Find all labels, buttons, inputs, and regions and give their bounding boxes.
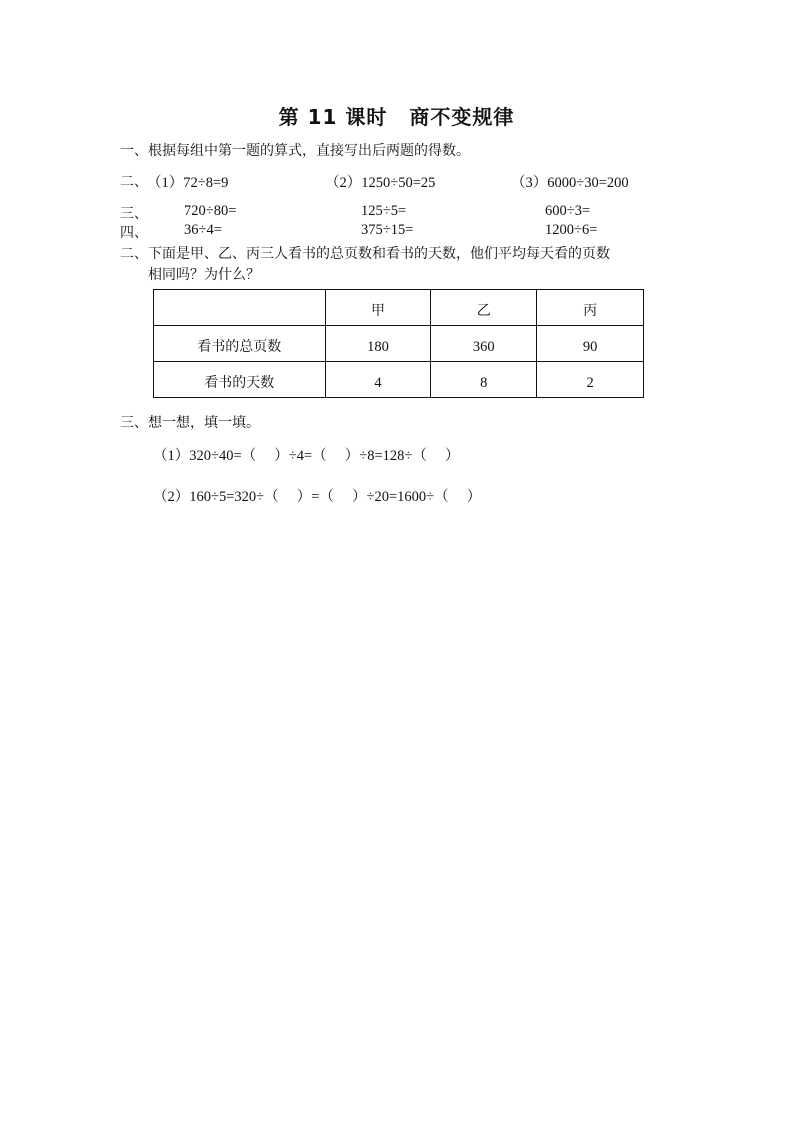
fill-in-question: （2）160÷5=320÷（ ）=（ ）÷20=1600÷（ ）	[153, 489, 482, 505]
fill-in-question: （1）320÷40=（ ）÷4=（ ）÷8=128÷（ ）	[153, 448, 460, 464]
lesson-topic: 商不变规律	[409, 105, 515, 129]
table-header-cell: 乙	[431, 290, 537, 326]
table-cell: 4	[325, 362, 431, 398]
section1-row-label: 三、	[120, 206, 148, 222]
exercise-expression: 720÷80=	[184, 203, 237, 219]
table-row	[154, 326, 644, 362]
section2-heading-continued: 相同吗？为什么？	[148, 267, 260, 283]
lesson-number: 第 11 课时	[278, 105, 388, 129]
table-cell: 8	[431, 362, 537, 398]
table-cell: 360	[431, 326, 537, 362]
table-cell: 90	[537, 326, 644, 362]
table-header-cell: 甲	[325, 290, 431, 326]
section1-heading: 一、根据每组中第一题的算式，直接写出后两题的得数。	[120, 143, 470, 159]
section3-heading: 三、想一想，填一填。	[120, 415, 260, 431]
table-row-label: 看书的天数	[154, 362, 326, 398]
section1-row-label: 四、	[120, 225, 148, 241]
section1-row-label: 二、	[120, 174, 148, 190]
given-equation: （2）1250÷50=25	[325, 175, 436, 191]
given-equation: （3）6000÷30=200	[511, 175, 629, 191]
table-row	[154, 362, 644, 398]
exercise-expression: 125÷5=	[361, 203, 407, 219]
table-cell: 180	[325, 326, 431, 362]
given-equation: （1）72÷8=9	[147, 175, 229, 191]
table-cell: 2	[537, 362, 644, 398]
exercise-expression: 36÷4=	[184, 222, 222, 238]
exercise-expression: 600÷3=	[545, 203, 591, 219]
exercise-expression: 375÷15=	[361, 222, 414, 238]
table-row-label: 看书的总页数	[154, 326, 326, 362]
exercise-expression: 1200÷6=	[545, 222, 598, 238]
table-header-cell	[154, 290, 326, 326]
section2-heading: 二、下面是甲、乙、丙三人看书的总页数和看书的天数，他们平均每天看的页数	[120, 246, 610, 262]
table-header-row	[154, 290, 644, 326]
page-title	[0, 101, 793, 130]
reading-table	[153, 289, 644, 398]
table-header-cell: 丙	[537, 290, 644, 326]
